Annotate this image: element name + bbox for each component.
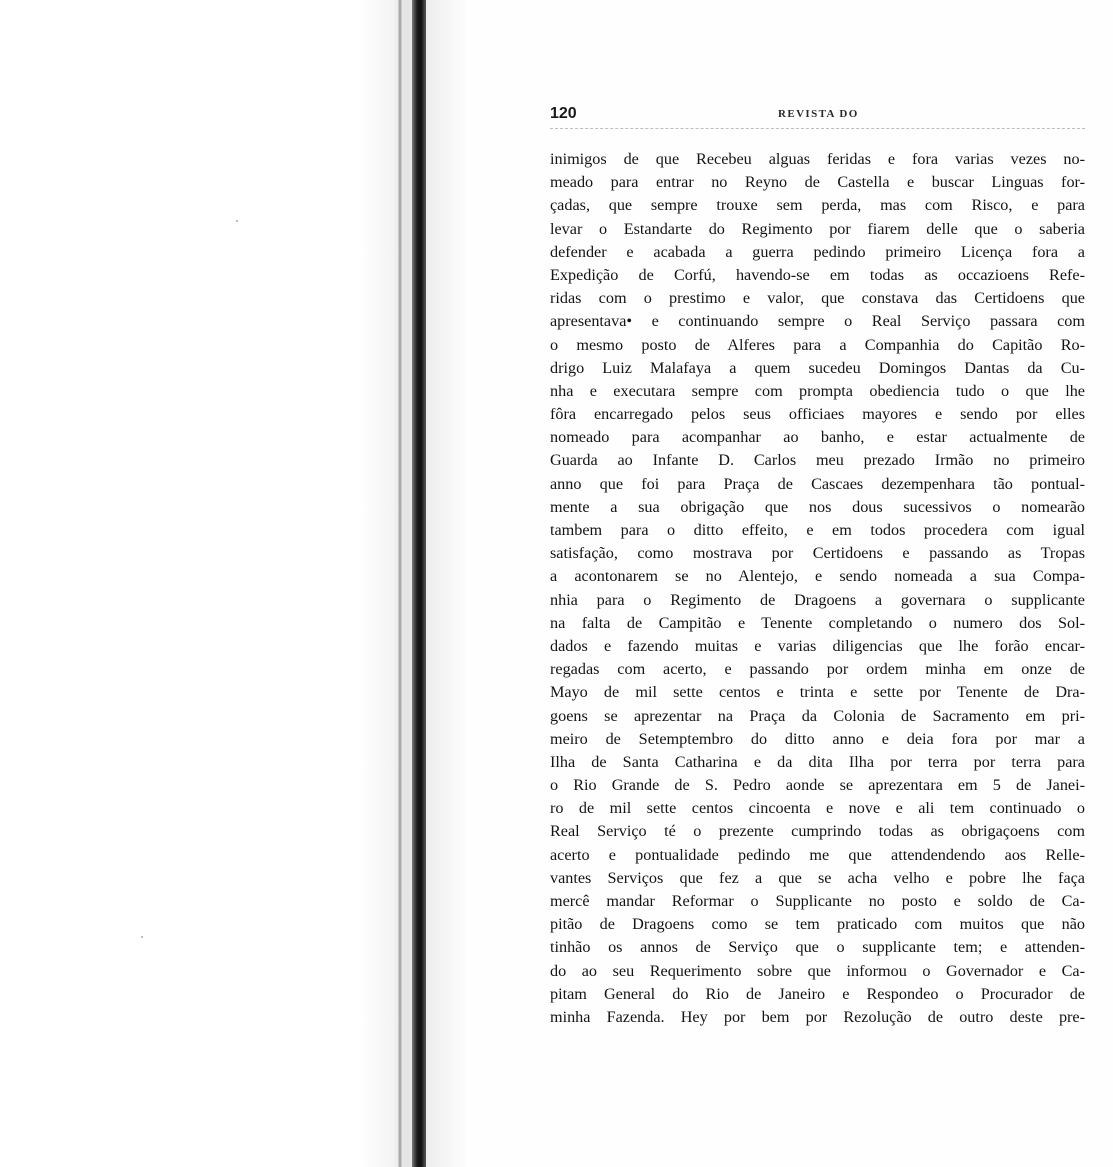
text-line: levar o Estandarte do Regimento por fiarem delle que o saberia xyxy=(550,219,1085,238)
text-line: fôra encarregado pelos seus officiaes mayores e sendo por elles xyxy=(550,405,1085,424)
text-line: mercê mandar Reformar o Supplicante no posto e soldo de Ca- xyxy=(550,892,1085,910)
text-line: mente a sua obrigação que nos dous sucessivos o nomearão xyxy=(550,497,1085,516)
text-line: dados e fazendo muitas e varias diligencias que lhe forão encar- xyxy=(550,636,1085,655)
text-line: minha Fazenda. Hey por bem por Rezolução de outro deste pre- xyxy=(550,1007,1085,1026)
text-line: Guarda ao Infante D. Carlos meu prezado Irmão no primeiro xyxy=(550,451,1085,470)
text-line: defender e acabada a guerra pedindo primeiro Licença fora a xyxy=(550,242,1085,261)
text-line: o Rio Grande de S. Pedro aonde se aprezentara em 5 de Janei- xyxy=(550,776,1085,795)
text-line: drigo Luiz Malafaya a quem sucedeu Domingos Dantas da Cu- xyxy=(550,358,1085,377)
text-line: vantes Serviços que fez a que se acha velho e pobre lhe faça xyxy=(550,868,1085,887)
text-line: anno que foi para Praça de Cascaes dezempenhara tão pontual- xyxy=(550,474,1085,493)
text-line: Mayo de mil sette centos e trinta e sette por Tenente de Dra- xyxy=(550,683,1085,702)
text-line: apresentava• e continuando sempre o Real Serviço passara com xyxy=(550,312,1085,331)
running-title: REVISTA DO xyxy=(778,108,859,120)
text-line: ro de mil sette centos cincoenta e nove e ali tem continuado o xyxy=(550,799,1085,818)
text-line: çadas, que sempre trouxe sem perda, mas com Risco, e para xyxy=(550,196,1085,215)
text-line: goens se aprezentar na Praça da Colonia de Sacramento em pri- xyxy=(550,706,1085,725)
text-line: Ilha de Santa Catharina e da dita Ilha por terra por terra para xyxy=(550,752,1085,771)
header-rule xyxy=(550,128,1085,129)
text-line: meiro de Setemptembro do ditto anno e deia fora por mar a xyxy=(550,729,1085,748)
text-line: satisfação, como mostrava por Certidoens e passando as Tropas xyxy=(550,544,1085,563)
text-line: nomeado para acompanhar ao banho, e estar actualmente de xyxy=(550,428,1085,447)
text-line: pitão de Dragoens como se tem praticado com muitos que não xyxy=(550,915,1085,934)
text-line: tinhão os annos de Serviço que o supplicante tem; e attenden- xyxy=(550,938,1085,957)
text-line: Real Serviço té o prezente cumprindo todas as obrigaçoens com xyxy=(550,822,1085,841)
text-line: o mesmo posto de Alferes para a Companhia do Capitão Ro- xyxy=(550,335,1085,354)
text-line: a acontonarem se no Alentejo, e sendo nomeada a sua Compa- xyxy=(550,567,1085,586)
text-line: tambem para o ditto effeito, e em todos procedera com igual xyxy=(550,521,1085,539)
text-line: meado para entrar no Reyno de Castella e buscar Linguas for- xyxy=(550,173,1085,192)
text-line: do ao seu Requerimento sobre que informou o Governador e Ca- xyxy=(550,961,1085,980)
text-line: nha e executara sempre com prompta obediencia tudo o que lhe xyxy=(550,381,1085,400)
text-line: regadas com acerto, e passando por ordem minha em onze de xyxy=(550,660,1085,679)
text-line: pitam General do Rio de Janeiro e Respondeo o Procurador de xyxy=(550,984,1085,1003)
page-header xyxy=(550,105,1085,127)
binding-edge-light xyxy=(398,0,402,1167)
text-line: inimigos de que Recebeu alguas feridas e fora varias vezes no- xyxy=(550,150,1085,168)
binding-edge-dark xyxy=(412,0,426,1167)
text-line: Expedição de Corfú, havendo-se em todas as occazioens Refe- xyxy=(550,265,1085,284)
paper-speck xyxy=(141,936,143,938)
text-line: ridas com o prestimo e valor, que constava das Certidoens que xyxy=(550,289,1085,308)
text-line: na falta de Campitão e Tenente completando o numero dos Sol- xyxy=(550,613,1085,632)
body-text xyxy=(550,148,1085,1029)
text-line: nhia para o Regimento de Dragoens a governara o supplicante xyxy=(550,590,1085,609)
text-line: acerto e pontualidade pedindo me que attendendendo aos Relle- xyxy=(550,845,1085,864)
paper-speck xyxy=(236,220,238,222)
page-number: 120 xyxy=(550,105,577,122)
